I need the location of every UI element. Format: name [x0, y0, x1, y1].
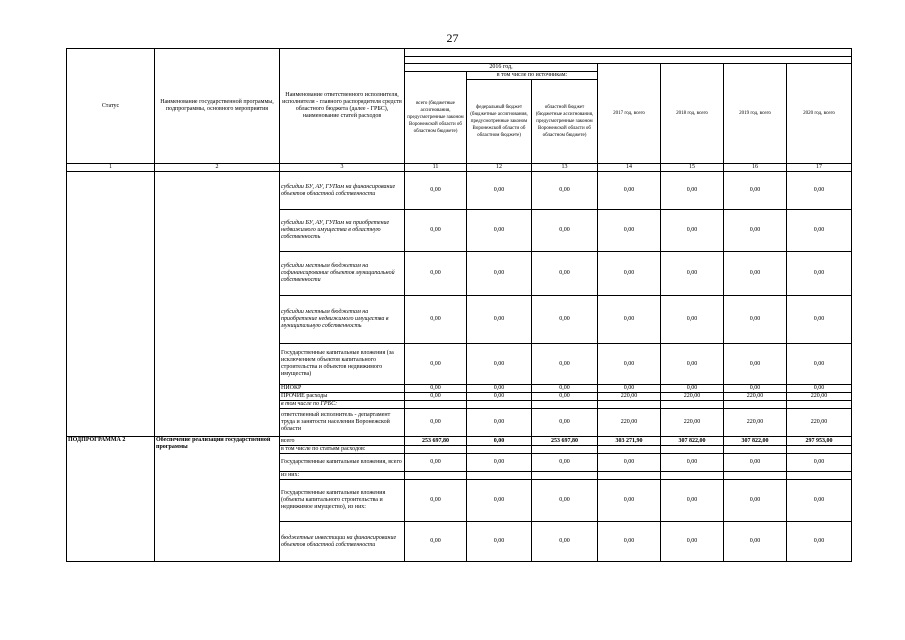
value-cell: 0,00 [467, 437, 532, 446]
header-total-2016: всего (бюджетные ассигнования, предусмотренные законом Воронежской области об областном бюджете) [405, 72, 467, 164]
expense-item-name: бюджетные инвестиции на финансирование объектов областной собственности [280, 522, 405, 562]
value-cell [787, 446, 852, 454]
expense-item-name: из них: [280, 472, 405, 480]
value-cell: 0,00 [787, 296, 852, 344]
status-cell-empty [67, 172, 155, 437]
value-cell: 220,00 [661, 393, 724, 401]
value-cell [724, 446, 787, 454]
column-number: 3 [280, 164, 405, 172]
value-cell: 0,00 [598, 454, 661, 472]
value-cell: 0,00 [724, 522, 787, 562]
value-cell: 220,00 [724, 409, 787, 437]
page-number: 27 [446, 31, 459, 45]
expense-item-name: субсидии местным бюджетам на софинансирование объектов муниципальной собственности [280, 252, 405, 296]
column-number: 12 [467, 164, 532, 172]
subprogram-name: Обеспечение реализации государственной программы [155, 437, 280, 562]
value-cell: 0,00 [532, 210, 598, 252]
header-year-2016: 2016 год, [405, 64, 598, 72]
value-cell: 0,00 [405, 454, 467, 472]
value-cell: 0,00 [405, 344, 467, 385]
value-cell: 0,00 [532, 385, 598, 393]
value-cell: 0,00 [467, 296, 532, 344]
header-program-name: Наименование государственной программы, подпрограммы, основного мероприятия [155, 49, 280, 164]
value-cell: 307 822,00 [724, 437, 787, 446]
header-regional: областной бюджет (бюджетные ассигнования, предусмотренные законом Воронежской области об областном бюджете) [532, 80, 598, 164]
header-2018: 2018 год, всего [661, 64, 724, 164]
value-cell: 0,00 [724, 252, 787, 296]
column-number: 14 [598, 164, 661, 172]
value-cell: 0,00 [787, 252, 852, 296]
value-cell: 0,00 [405, 210, 467, 252]
value-cell: 0,00 [467, 454, 532, 472]
value-cell: 0,00 [532, 522, 598, 562]
value-cell [532, 446, 598, 454]
value-cell: 0,00 [532, 454, 598, 472]
value-cell: 0,00 [787, 172, 852, 210]
value-cell: 297 953,00 [787, 437, 852, 446]
value-cell: 0,00 [467, 409, 532, 437]
value-cell [467, 472, 532, 480]
value-cell: 0,00 [661, 172, 724, 210]
value-cell: 0,00 [532, 480, 598, 522]
value-cell: 0,00 [598, 172, 661, 210]
column-number: 2 [155, 164, 280, 172]
header-2020: 2020 год, всего [787, 64, 852, 164]
value-cell [405, 472, 467, 480]
expense-item-name: субсидии БУ, АУ, ГУПам на приобретение недвижимого имущества в областную собственность [280, 210, 405, 252]
value-cell: 0,00 [661, 344, 724, 385]
table-body [67, 172, 852, 562]
expense-item-name: Государственные капитальные вложения (за исключением объектов капитального строительства и объектов недвижимого имущества) [280, 344, 405, 385]
subprogram-status: ПОДПРОГРАММА 2 [67, 437, 155, 562]
value-cell: 0,00 [467, 522, 532, 562]
value-cell: 0,00 [405, 296, 467, 344]
value-cell: 0,00 [724, 296, 787, 344]
expense-item-name: Государственные капитальные вложения (объекты капитального строительства и недвижимое имущество), из них: [280, 480, 405, 522]
value-cell [724, 472, 787, 480]
value-cell [598, 472, 661, 480]
value-cell: 0,00 [532, 296, 598, 344]
expense-item-name: субсидии местным бюджетам на приобретение недвижимого имущества в муниципальную собственность [280, 296, 405, 344]
value-cell: 253 697,80 [532, 437, 598, 446]
value-cell: 0,00 [405, 480, 467, 522]
value-cell: 0,00 [467, 210, 532, 252]
value-cell: 0,00 [532, 393, 598, 401]
value-cell: 0,00 [405, 252, 467, 296]
value-cell: 0,00 [532, 409, 598, 437]
program-cell-empty [155, 172, 280, 437]
value-cell [598, 401, 661, 409]
value-cell: 0,00 [724, 210, 787, 252]
value-cell: 0,00 [787, 385, 852, 393]
column-number: 15 [661, 164, 724, 172]
value-cell: 220,00 [598, 393, 661, 401]
value-cell [532, 472, 598, 480]
value-cell: 0,00 [467, 480, 532, 522]
value-cell [467, 401, 532, 409]
value-cell: 307 822,00 [661, 437, 724, 446]
value-cell: 0,00 [724, 385, 787, 393]
value-cell: 0,00 [787, 522, 852, 562]
expense-item-name: ПРОЧИЕ расходы [280, 393, 405, 401]
value-cell [405, 401, 467, 409]
value-cell: 0,00 [598, 385, 661, 393]
expense-item-name: НИОКР [280, 385, 405, 393]
value-cell [661, 401, 724, 409]
value-cell: 253 697,80 [405, 437, 467, 446]
value-cell: 0,00 [467, 344, 532, 385]
value-cell: 0,00 [787, 210, 852, 252]
value-cell: 0,00 [467, 252, 532, 296]
header-2019: 2019 год, всего [724, 64, 787, 164]
value-cell: 0,00 [787, 344, 852, 385]
value-cell [598, 446, 661, 454]
header-executor: Наименование ответственного исполнителя, исполнителя - главного распорядителя средств областного бюджета (далее - ГРБС), наименование статей расходов [280, 49, 405, 164]
column-number: 13 [532, 164, 598, 172]
expense-item-name: ответственный исполнитель - департамент труда и занятости населения Воронежской области [280, 409, 405, 437]
value-cell: 303 271,90 [598, 437, 661, 446]
expense-item-name: в том числе по статьям расходов: [280, 446, 405, 454]
value-cell [787, 472, 852, 480]
column-number: 1 [67, 164, 155, 172]
table-row [67, 172, 852, 210]
column-numbers-row [67, 164, 852, 172]
value-cell: 0,00 [532, 172, 598, 210]
value-cell: 0,00 [405, 385, 467, 393]
value-cell: 220,00 [787, 409, 852, 437]
value-cell: 0,00 [598, 344, 661, 385]
column-number: 11 [405, 164, 467, 172]
value-cell: 0,00 [405, 409, 467, 437]
value-cell: 0,00 [598, 252, 661, 296]
expense-item-name: всего [280, 437, 405, 446]
table-row [67, 437, 852, 446]
value-cell: 0,00 [724, 344, 787, 385]
expense-item-name: субсидии БУ, АУ, ГУПам на финансирование объектов областной собственности [280, 172, 405, 210]
value-cell: 0,00 [532, 252, 598, 296]
value-cell [787, 401, 852, 409]
value-cell: 0,00 [405, 393, 467, 401]
header-blank-row [405, 49, 852, 57]
value-cell: 0,00 [405, 522, 467, 562]
value-cell: 220,00 [787, 393, 852, 401]
value-cell: 0,00 [467, 172, 532, 210]
value-cell: 0,00 [661, 385, 724, 393]
value-cell: 0,00 [598, 210, 661, 252]
value-cell: 0,00 [467, 385, 532, 393]
value-cell [405, 446, 467, 454]
expense-item-name: Государственные капитальные вложения, всего [280, 454, 405, 472]
value-cell: 0,00 [532, 344, 598, 385]
value-cell: 0,00 [598, 296, 661, 344]
value-cell [532, 401, 598, 409]
value-cell: 0,00 [661, 454, 724, 472]
value-cell: 0,00 [661, 480, 724, 522]
value-cell: 0,00 [661, 296, 724, 344]
column-number: 16 [724, 164, 787, 172]
value-cell [661, 472, 724, 480]
value-cell: 0,00 [724, 454, 787, 472]
value-cell: 0,00 [787, 454, 852, 472]
header-sources: в том числе по источникам: [467, 72, 598, 80]
value-cell: 0,00 [724, 172, 787, 210]
expense-item-name: в том числе по ГРБС: [280, 401, 405, 409]
value-cell: 0,00 [787, 480, 852, 522]
budget-table [66, 48, 852, 562]
header-2017: 2017 год, всего [598, 64, 661, 164]
header-status: Статус [67, 49, 155, 164]
value-cell: 0,00 [405, 172, 467, 210]
value-cell: 0,00 [598, 522, 661, 562]
header-blank-row-2 [405, 57, 852, 64]
value-cell: 220,00 [724, 393, 787, 401]
value-cell: 0,00 [661, 252, 724, 296]
value-cell: 0,00 [661, 210, 724, 252]
value-cell [661, 446, 724, 454]
header-federal: федеральный бюджет (бюджетные ассигнования, предусмотренные законом Воронежской области об областном бюджете) [467, 80, 532, 164]
value-cell: 0,00 [467, 393, 532, 401]
value-cell: 220,00 [598, 409, 661, 437]
value-cell [467, 446, 532, 454]
value-cell: 0,00 [598, 480, 661, 522]
column-number: 17 [787, 164, 852, 172]
value-cell: 0,00 [724, 480, 787, 522]
value-cell [724, 401, 787, 409]
value-cell: 220,00 [661, 409, 724, 437]
value-cell: 0,00 [661, 522, 724, 562]
table-header [67, 49, 852, 172]
